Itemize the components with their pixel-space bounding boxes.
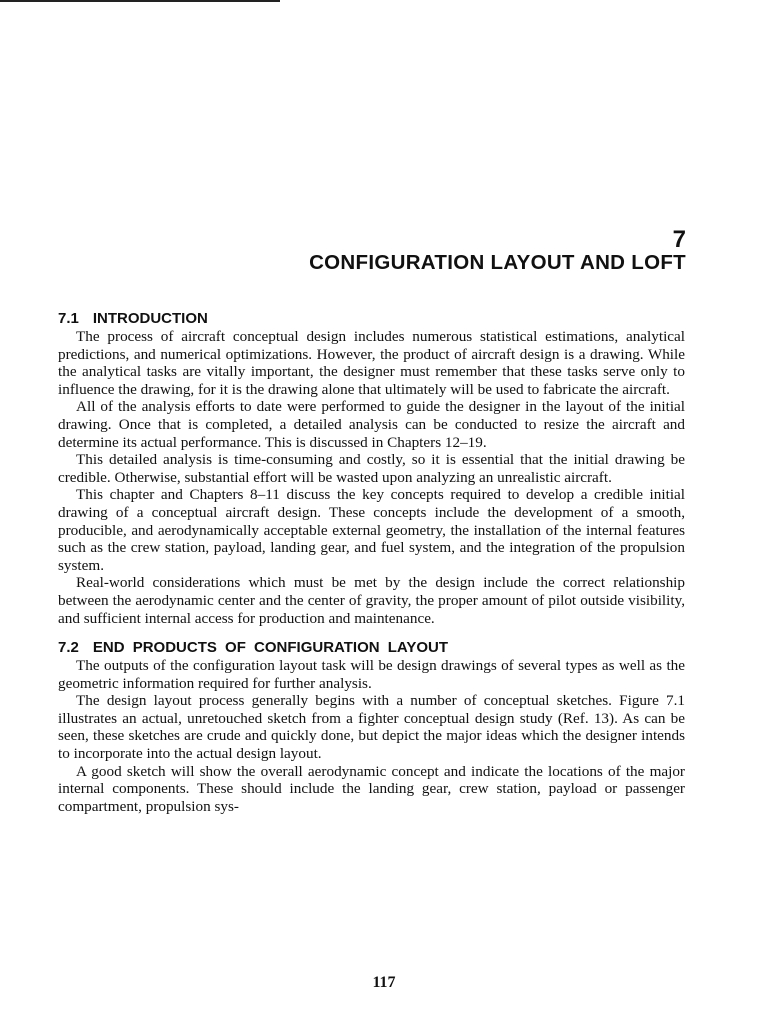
paragraph: The design layout process generally begins with a number of conceptual sketches. Figure 7.1 illustrates an actual, unretouched sketch from a fighter conceptual design study (Ref. 13). As can be seen, these sketches are crude and quickly done, but depict the major ideas which the designer intends to incorporate into the actual design layout. [58,692,685,763]
section-heading-7-2 [58,639,685,656]
section-title: INTRODUCTION [92,310,208,327]
paragraph: Real-world considerations which must be met by the design include the correct relationship between the aerodynamic center and the center of gravity, the proper amount of pilot outside visibility, and sufficient internal access for production and maintenance. [58,574,685,627]
chapter-number: 7 [672,226,686,253]
section-number: 7.2 [58,639,79,657]
paragraph: All of the analysis efforts to date were performed to guide the designer in the layout of the initial drawing. Once that is completed, a detailed analysis can be conducted to resize the aircraft and determine its actual performance. This is discussed in Chapters 12–19. [58,398,685,451]
paragraph: The process of aircraft conceptual design includes numerous statistical estimations, analytical predictions, and numerical optimizations. However, the product of aircraft design is a drawing. While the analytical tasks are vitally important, the designer must remember that these tasks serve only to influence the drawing, for it is the drawing alone that ultimately will be used to fabricate the aircraft. [58,328,685,398]
paragraph: The outputs of the configuration layout task will be design drawings of several types as well as the geometric information required for further analysis. [58,657,685,692]
chapter-title: CONFIGURATION LAYOUT AND LOFT [309,251,686,274]
page-body [58,308,685,815]
paragraph: This detailed analysis is time-consuming and costly, so it is essential that the initial drawing be credible. Otherwise, substantial effort will be wasted upon analyzing an unrealistic aircraft. [58,451,685,486]
paragraph: This chapter and Chapters 8–11 discuss the key concepts required to develop a credible initial drawing of a conceptual aircraft design. These concepts include the development of a smooth, producible, and aerodynamically acceptable external geometry, the installation of the internal features such as the crew station, payload, landing gear, and fuel system, and the integration of the propulsion system. [58,486,685,574]
page-number: 117 [372,974,396,991]
section-number: 7.1 [58,310,79,327]
section-title: END PRODUCTS OF CONFIGURATION LAYOUT [92,639,449,657]
scan-edge-line [0,0,280,2]
section-heading-7-1 [58,310,685,327]
paragraph: A good sketch will show the overall aerodynamic concept and indicate the locations of the major internal components. These should include the landing gear, crew station, payload or passenger compartment, propulsion sys- [58,762,685,815]
